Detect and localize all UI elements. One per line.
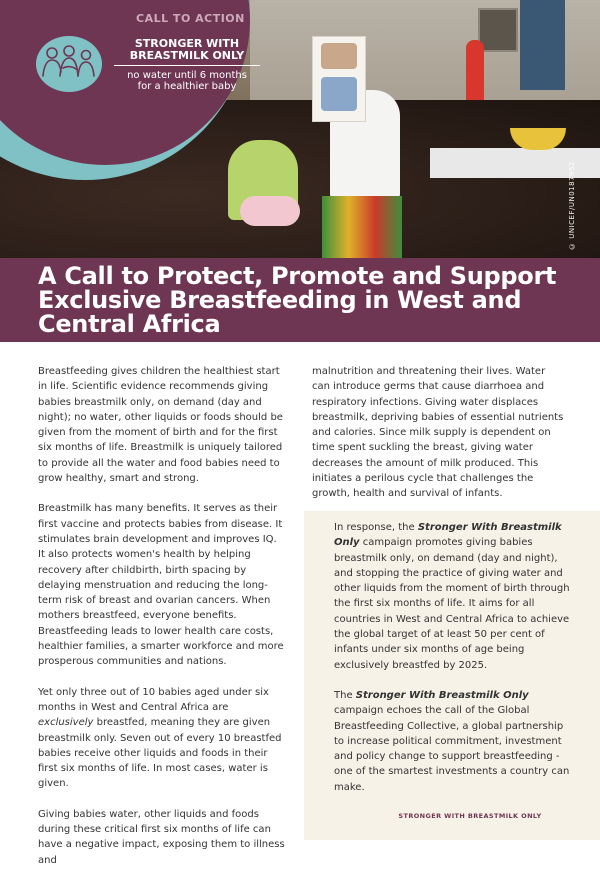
body-column-left xyxy=(38,364,286,883)
photo-door xyxy=(520,0,565,90)
callout-text-c: The xyxy=(334,689,356,701)
stat-text-a: Yet only three out of 10 babies aged under six months in West and Central Africa are xyxy=(38,686,269,713)
poster-image-top xyxy=(321,43,357,69)
logo-title-line2: BREASTMILK ONLY xyxy=(129,49,245,62)
paragraph-risks-continued: malnutrition and threatening their lives. Water can introduce germs that cause diarrhoea and respiratory infections. Giving water displaces breastmilk, depriving babies of essential nutrients and calories. Since milk supply is dependent on time spent suckling the breast, giving water decreases the amount of milk produced. This initiates a perilous cycle that challenges the growth, health and survival of infants. xyxy=(312,366,564,500)
callout-paragraph-response xyxy=(334,520,574,673)
footer-campaign-label: STRONGER WITH BREASTMILK ONLY xyxy=(398,812,542,820)
campaign-callout-text xyxy=(334,520,574,810)
body-column-right xyxy=(312,364,564,517)
photo-window xyxy=(478,8,518,52)
title-line3: Central Africa xyxy=(38,310,221,338)
paragraph-intro: Breastfeeding gives children the healthiest start in life. Scientific evidence recommends giving babies breastmilk only, on demand (day and night); no water, other liquids or foods should be given from the moment of birth and for the first six months of life. Breastmilk is uniquely tailored to provide all the water and food babies need to grow healthy, smart and strong. xyxy=(38,366,283,485)
page-title xyxy=(38,264,578,336)
logo-tagline-line2: for a healthier baby xyxy=(137,81,237,92)
callout-text-d: campaign echoes the call of the Global Breastfeeding Collective, a global partnership to increase political commitment, investment and policy change to support breastfeeding - one of the smartest investments a country can make. xyxy=(334,705,570,793)
callout-campaign-name: Stronger With Breastmilk Only xyxy=(334,522,562,549)
paragraph-benefits: Breastmilk has many benefits. It serves as their first vaccine and protects babies from disease. It stimulates brain development and improves IQ. It also protects women's health by helping recovery after childbirth, birth spacing by delaying menstruation and reducing the long-term risk of breast and ovarian cancers. When mothers breastfeed, everyone benefits. Breastfeeding leads to lower health care costs, healthier families, a smarter workforce and more prosperous communities and nations. xyxy=(38,503,284,668)
logo-title-line1: STRONGER WITH xyxy=(134,37,240,50)
logo-tagline-line1: no water until 6 months xyxy=(127,70,247,81)
photo-girl-skirt xyxy=(322,196,402,258)
title-line2: Exclusive Breastfeeding in West and xyxy=(38,286,522,314)
logo-divider xyxy=(114,65,260,66)
family-logo-icon xyxy=(36,36,102,92)
logo-title xyxy=(112,38,262,62)
callout-campaign-name-2: Stronger With Breastmilk Only xyxy=(355,689,529,701)
title-band xyxy=(0,258,600,342)
photo-credit: © UNICEF/UN0187952 xyxy=(568,161,576,250)
callout-paragraph-collective xyxy=(334,688,574,795)
callout-text-a: In response, the xyxy=(334,522,418,533)
title-line1: A Call to Protect, Promote and Support xyxy=(38,262,557,290)
paragraph-risks: Giving babies water, other liquids and foods during these critical first six months of life can have a negative impact, exposing them to illness and xyxy=(38,808,285,866)
cta-label: CALL TO ACTION xyxy=(136,12,245,25)
callout-text-b: campaign promotes giving babies breastmilk only, on demand (day and night), and stopping the practice of giving water and other liquids from the moment of birth through the first six months of life. It aims for all countries in West and Central Africa to achieve the global target of at least 50 per cent of infants under six months of age being exclusively breastfed by 2025. xyxy=(334,537,570,671)
photo-baby xyxy=(240,196,300,226)
stat-emphasis: exclusively xyxy=(38,717,94,729)
stat-text-b: breastfed, meaning they are given breastmilk only. Seven out of every 10 breastfed babies receive other liquids and foods in their first six months of life. In most cases, water is given. xyxy=(38,717,282,790)
poster-image-bottom xyxy=(321,77,357,111)
photo-poster xyxy=(312,36,366,122)
paragraph-statistics xyxy=(38,685,286,792)
logo-tagline xyxy=(110,70,264,92)
